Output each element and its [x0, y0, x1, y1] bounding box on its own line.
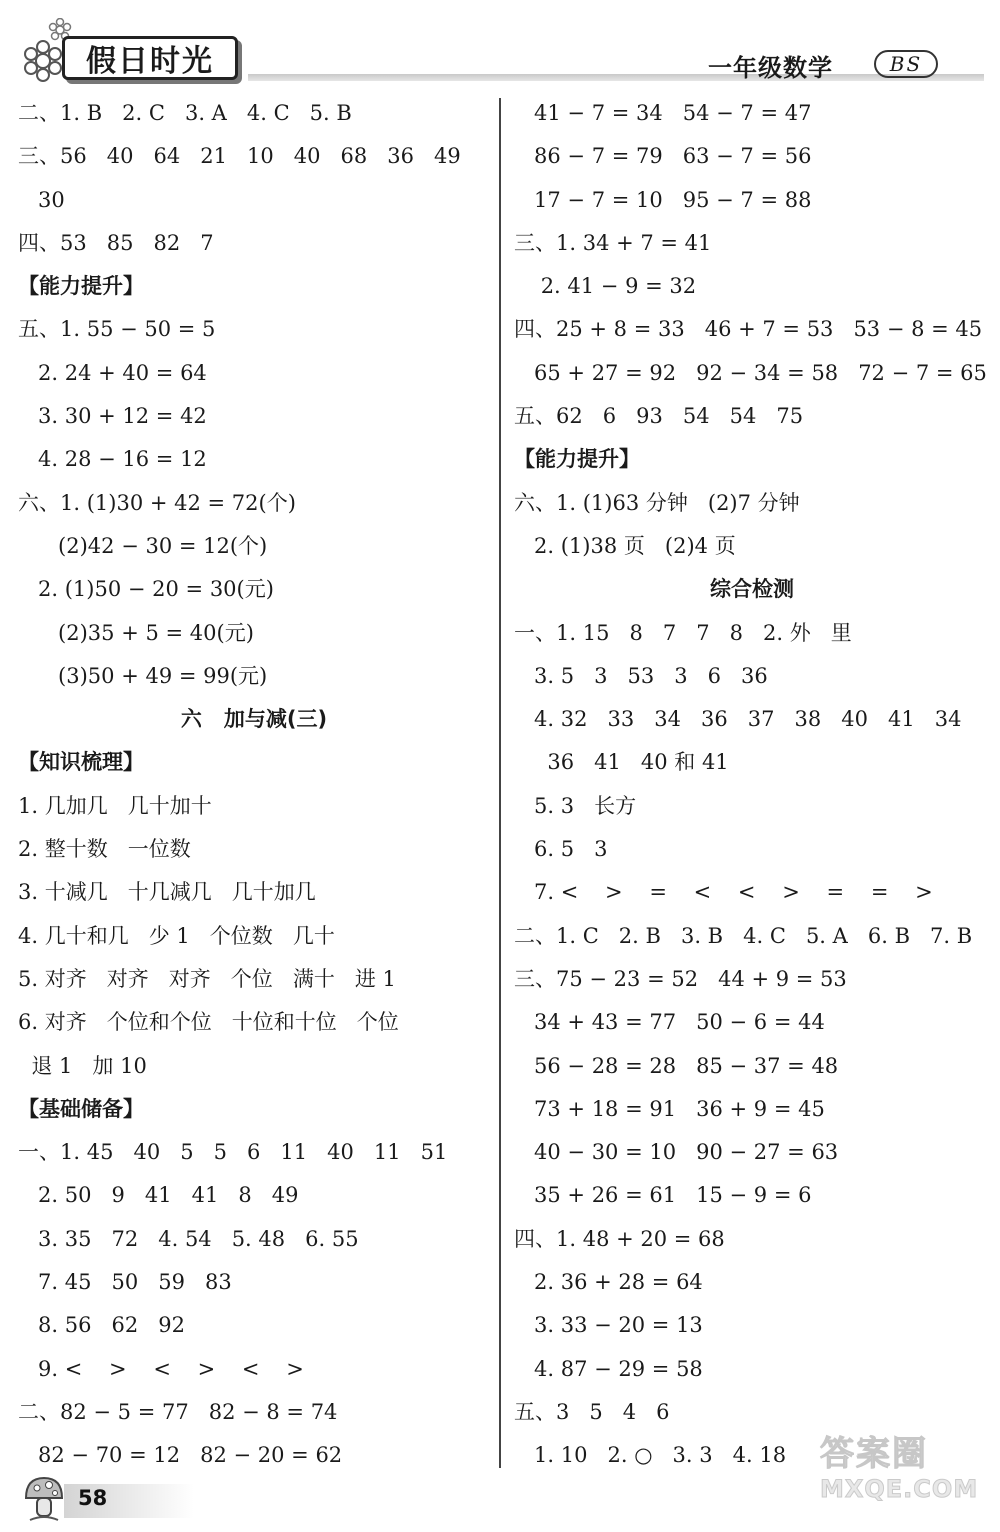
- section-heading: 【能力提升】: [18, 274, 144, 299]
- answer-line: 三、75 − 23 = 52 44 + 9 = 53: [514, 966, 847, 991]
- answer-line: 五、3 5 4 6: [514, 1399, 670, 1424]
- answer-line: 35 + 26 = 61 15 − 9 = 6: [514, 1183, 812, 1208]
- answer-line: 7. < > = < < > = = >: [514, 880, 933, 905]
- answer-line: 3. 33 − 20 = 13: [514, 1313, 703, 1338]
- answer-line: 五、1. 55 − 50 = 5: [18, 317, 216, 342]
- watermark-url: MXQE.COM: [820, 1475, 979, 1503]
- answer-line: 二、82 − 5 = 77 82 − 8 = 74: [18, 1399, 338, 1424]
- watermark-logo-text: 答案圈: [820, 1434, 928, 1474]
- answer-line: 4. 32 33 34 36 37 38 40 41 34: [514, 707, 962, 732]
- answer-line: 二、1. C 2. B 3. B 4. C 5. A 6. B 7. B: [514, 923, 973, 948]
- answer-line: 退 1 加 10: [18, 1053, 147, 1078]
- header-rule: [248, 74, 984, 81]
- answer-line: 四、25 + 8 = 33 46 + 7 = 53 53 − 8 = 45: [514, 317, 983, 342]
- flower-gear-icon: [20, 38, 66, 84]
- answer-line: 五、62 6 93 54 54 75: [514, 404, 804, 429]
- answer-line: 2. 24 + 40 = 64: [18, 360, 207, 385]
- section-heading: 【知识梳理】: [18, 750, 144, 775]
- answer-line: 2. (1)50 − 20 = 30(元): [18, 577, 274, 602]
- answer-line: 3. 35 72 4. 54 5. 48 6. 55: [18, 1226, 359, 1251]
- answer-line: (2)42 − 30 = 12(个): [18, 533, 268, 558]
- answer-line: 4. 几十和几 少 1 个位数 几十: [18, 923, 335, 948]
- column-divider: [499, 98, 501, 1468]
- answer-line: 36 41 40 和 41: [514, 750, 729, 775]
- answer-line: 65 + 27 = 92 92 − 34 = 58 72 − 7 = 65: [514, 360, 987, 385]
- answer-line: 8. 56 62 92: [18, 1313, 185, 1338]
- answer-line: 17 − 7 = 10 95 − 7 = 88: [514, 187, 812, 212]
- answer-line: 一、1. 45 40 5 5 6 11 40 11 51: [18, 1140, 448, 1165]
- answer-line: 四、53 85 82 7: [18, 230, 214, 255]
- answer-line: 3. 十减几 十几减几 几十加几: [18, 880, 316, 905]
- answer-line: 2. (1)38 页 (2)4 页: [514, 533, 736, 558]
- answer-line: 41 − 7 = 34 54 − 7 = 47: [514, 101, 812, 125]
- answer-line: 86 − 7 = 79 63 − 7 = 56: [514, 144, 812, 169]
- answer-line: 2. 41 − 9 = 32: [514, 274, 697, 299]
- book-title: 假日时光: [62, 36, 238, 80]
- answer-line: 5. 对齐 对齐 对齐 个位 满十 进 1: [18, 966, 396, 991]
- answer-line: 1. 10 2. ○ 3. 3 4. 18: [514, 1443, 787, 1468]
- watermark: [820, 1426, 996, 1526]
- answer-line: 82 − 70 = 12 82 − 20 = 62: [18, 1443, 343, 1468]
- page-number: 58: [78, 1486, 108, 1510]
- answer-line: (3)50 + 49 = 99(元): [18, 663, 268, 688]
- answer-line: 2. 36 + 28 = 64: [514, 1270, 703, 1295]
- answer-line: 4. 87 − 29 = 58: [514, 1356, 703, 1381]
- answer-line: 3. 5 3 53 3 6 36: [514, 663, 768, 688]
- section-heading: 【能力提升】: [514, 447, 640, 472]
- answer-line: 二、1. B 2. C 3. A 4. C 5. B: [18, 101, 352, 125]
- answer-line: 1. 几加几 几十加十: [18, 793, 212, 818]
- chapter-title: 综合检测: [710, 577, 794, 602]
- answer-line: 4. 28 − 16 = 12: [18, 447, 207, 472]
- answer-line: 30: [18, 187, 65, 212]
- answer-line: 6. 5 3: [514, 837, 608, 862]
- answer-line: 6. 对齐 个位和个位 十位和十位 个位: [18, 1010, 399, 1035]
- answer-line: 9. < > < > < >: [18, 1356, 304, 1381]
- left-answer-column: [18, 92, 490, 1478]
- answer-line: 7. 45 50 59 83: [18, 1270, 232, 1295]
- subject-label: 一年级数学: [708, 54, 833, 82]
- answer-line: 34 + 43 = 77 50 − 6 = 44: [514, 1010, 825, 1035]
- right-answer-column: [514, 92, 990, 1478]
- answer-line: 六、1. (1)63 分钟 (2)7 分钟: [514, 490, 800, 515]
- answer-line: 73 + 18 = 91 36 + 9 = 45: [514, 1096, 825, 1121]
- answer-line: 40 − 30 = 10 90 − 27 = 63: [514, 1140, 839, 1165]
- answer-line: 5. 3 长方: [514, 793, 637, 818]
- answer-line: 56 − 28 = 28 85 − 37 = 48: [514, 1053, 839, 1078]
- edition-badge: BS: [874, 50, 938, 78]
- answer-line: 一、1. 15 8 7 7 8 2. 外 里: [514, 620, 852, 645]
- answer-line: 3. 30 + 12 = 42: [18, 404, 207, 429]
- section-heading: 【基础储备】: [18, 1096, 144, 1121]
- answer-line: 三、1. 34 + 7 = 41: [514, 230, 712, 255]
- page-header: [0, 0, 1000, 92]
- answer-line: 四、1. 48 + 20 = 68: [514, 1226, 725, 1251]
- mushroom-icon: [22, 1474, 66, 1526]
- chapter-title: 六 加与减(三): [180, 707, 328, 732]
- answer-line: 2. 整十数 一位数: [18, 837, 191, 862]
- answer-line: 2. 50 9 41 41 8 49: [18, 1183, 299, 1208]
- answer-line: (2)35 + 5 = 40(元): [18, 620, 254, 645]
- answer-line: 六、1. (1)30 + 42 = 72(个): [18, 490, 296, 515]
- answer-line: 三、56 40 64 21 10 40 68 36 49: [18, 144, 461, 169]
